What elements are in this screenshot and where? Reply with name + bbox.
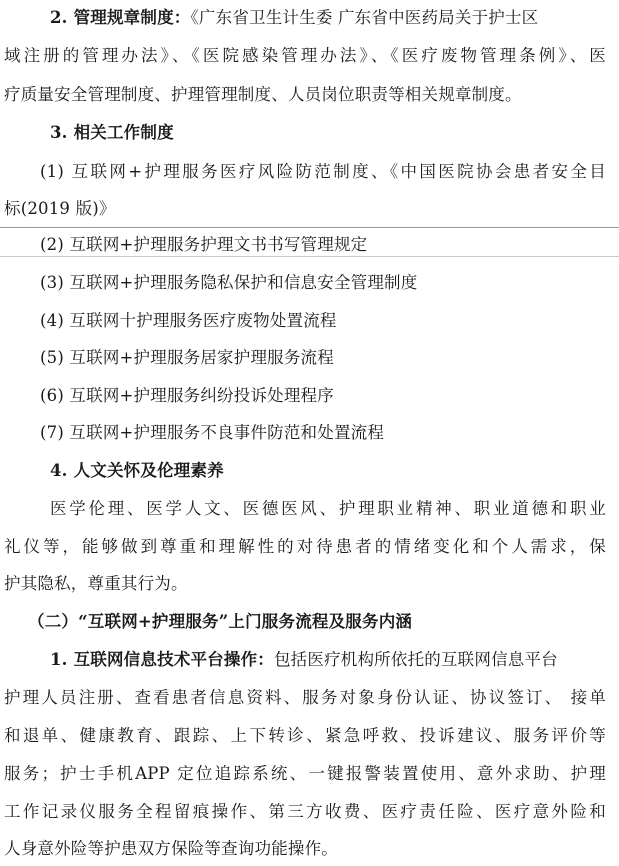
section-heading-platform: 1. 互联网信息技术平台操作： — [50, 650, 274, 669]
list-item-2: (2) 互联网+护理服务护理文书书写管理规定 — [40, 235, 368, 254]
divider-line-faint — [0, 256, 619, 257]
text-fragment: 包括医疗机构所依托的互联网信息平台 — [273, 650, 558, 669]
para-platform-line-3: 和退单、健康教育、跟踪、上下转诊、紧急呼救、投诉建议、服务评价等 — [4, 726, 606, 745]
para-platform-line-2: 护理人员注册、查看患者信息资料、服务对象身份认证、协议签订、 接单 — [4, 688, 606, 707]
para-platform-line-1 — [50, 648, 606, 672]
section-heading-service-flow: （二）“互联网+护理服务”上门服务流程及服务内涵 — [28, 612, 413, 631]
para-regulations-line-2: 域注册的管理办法》、《医院感染管理办法》、《医疗废物管理条例》、医 — [4, 46, 606, 65]
section-heading-regulations: 2. 管理规章制度： — [50, 8, 191, 27]
para-humanistic-line-1: 医学伦理、医学人文、医德医风、护理职业精神、职业道德和职业 — [50, 499, 606, 518]
list-item-5: (5) 互联网+护理服务居家护理服务流程 — [40, 348, 334, 367]
list-item-6: (6) 互联网+护理服务纠纷投诉处理程序 — [40, 386, 334, 405]
para-humanistic-line-2: 礼仪等，能够做到尊重和理解性的对待患者的情绪变化和个人需求，保 — [4, 537, 606, 556]
para-platform-line-5: 工作记录仪服务全程留痕操作、第三方收费、医疗责任险、医疗意外险和 — [4, 802, 606, 821]
para-platform-line-4: 服务；护士手机APP 定位追踪系统、一键报警装置使用、意外求助、护理 — [4, 764, 606, 783]
list-item-1: (1) 互联网+护理服务医疗风险防范制度、《中国医院协会患者安全目 — [40, 162, 606, 181]
para-regulations-line-3: 疗质量安全管理制度、护理管理制度、人员岗位职责等相关规章制度。 — [4, 85, 522, 104]
list-item-3: (3) 互联网+护理服务隐私保护和信息安全管理制度 — [40, 273, 418, 292]
divider-line — [0, 227, 619, 228]
list-item-4: (4) 互联网十护理服务医疗废物处置流程 — [40, 311, 337, 330]
para-platform-line-6: 人身意外险等护患双方保险等查询功能操作。 — [4, 839, 338, 858]
para-humanistic-line-3: 护其隐私，尊重其行为。 — [4, 574, 188, 593]
section-heading-humanistic-care: 4. 人文关怀及伦理素养 — [50, 461, 224, 480]
list-item-7: (7) 互联网+护理服务不良事件防范和处置流程 — [40, 423, 385, 442]
text-fragment: 《广东省卫生计生委 广东省中医药局关于护士区 — [190, 8, 539, 27]
section-heading-work-rules: 3. 相关工作制度 — [50, 123, 174, 142]
list-item-1-cont: 标(2019 版)》 — [4, 199, 116, 218]
para-regulations-line-1 — [50, 6, 606, 30]
